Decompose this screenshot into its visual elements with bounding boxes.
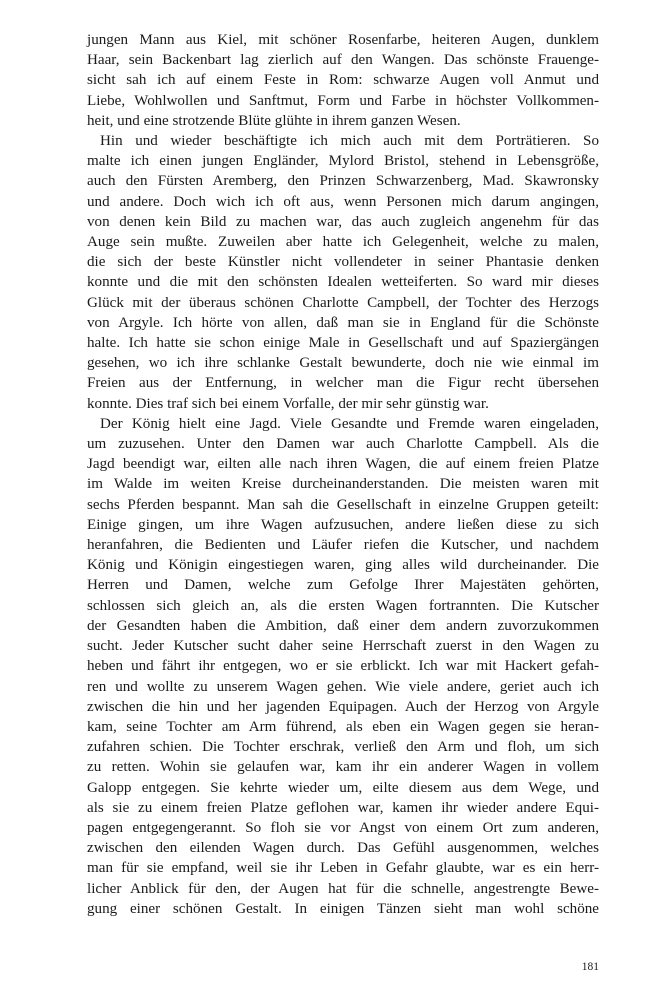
text-line: pagen entgegengerannt. So floh sie vor Angst von einem Ort zum anderen, xyxy=(87,819,599,836)
text-line: gesehen, wo ich ihre schlanke Gestalt bewunderte, doch nie wie einmal im xyxy=(87,355,599,372)
text-line: Hin und wieder beschäftigte ich mich auch mit dem Porträtieren. So xyxy=(100,133,599,150)
text-line: zufahren schien. Die Tochter erschrak, verließ den Arm und floh, um sich xyxy=(87,739,599,756)
text-line: gung einer schönen Gestalt. In einigen Tänzen sieht man wohl schöne xyxy=(87,900,599,917)
text-line: Einige gingen, um ihre Wagen aufzusuchen, andere ließen diese zu sich xyxy=(87,516,599,533)
text-line: und andere. Doch wich ich oft aus, wenn Personen mich darum angingen, xyxy=(87,193,599,210)
text-line: halte. Ich hatte sie schon einige Male in Gesellschaft und auf Spaziergängen xyxy=(87,335,599,352)
text-line: man für sie empfand, weil sie ihr Leben in Gefahr glaubte, war es ein herr- xyxy=(87,860,599,877)
page-number: 181 xyxy=(581,961,599,973)
text-line: zu retten. Wohin sie gelaufen war, kam ihr ein anderer Wagen in vollem xyxy=(87,759,599,776)
text-line: zwischen den eilenden Wagen durch. Das Gefühl ausgenommen, welches xyxy=(87,840,599,857)
text-line: Liebe, Wohlwollen und Sanftmut, Form und Farbe in höchster Vollkommen- xyxy=(87,92,599,109)
text-line: konnte. Dies traf sich bei einem Vorfalle, der mir sehr günstig war. xyxy=(87,395,489,412)
text-line: kam, seine Tochter am Arm führend, als eben ein Wagen gegen sie heran- xyxy=(87,718,599,735)
text-line: Galopp entgegen. Sie kehrte wieder um, eilte diesem aus dem Wege, und xyxy=(87,779,599,796)
text-line: zwischen die hin und her jagenden Equipagen. Auch der Herzog von Argyle xyxy=(87,698,599,715)
text-line: sicht sah ich auf einem Feste in Rom: schwarze Augen voll Anmut und xyxy=(87,72,599,89)
text-line: licher Anblick für den, der Augen hat für die schnelle, angestrengte Bewe- xyxy=(87,880,599,897)
text-line: sechs Pferden bespannt. Man sah die Gesellschaft in einzelne Gruppen geteilt: xyxy=(87,496,599,513)
text-line: schlossen sich gleich an, als die ersten Wagen fortrannten. Die Kutscher xyxy=(87,597,599,614)
text-line: der Gesandten haben die Ambition, daß einer dem andern zuvorzukommen xyxy=(87,617,599,634)
text-line: König und Königin eingestiegen waren, ging alles wild durcheinander. Die xyxy=(87,557,599,574)
text-line: jungen Mann aus Kiel, mit schöner Rosenfarbe, heiteren Augen, dunklem xyxy=(87,32,599,48)
text-line: heben und fährt ihr entgegen, wo er sie erblickt. Ich war mit Hackert gefah- xyxy=(87,658,599,675)
text-line: Glück mit der überaus schönen Charlotte Campbell, der Tochter des Herzogs xyxy=(87,294,599,311)
text-line: im Walde im weiten Kreise durcheinanderstanden. Die meisten waren mit xyxy=(87,476,599,493)
text-line: von Argyle. Ich hörte von allen, daß man sie in England für die Schönste xyxy=(87,314,599,331)
text-line: Jagd beendigt war, eilten alle nach ihren Wagen, die auf einem freien Platze xyxy=(87,456,599,473)
text-line: heranfahren, die Bedienten und Läufer riefen die Kutscher, und nachdem xyxy=(87,537,599,554)
text-line: Freien aus der Entfernung, in welcher man die Figur recht übersehen xyxy=(87,375,599,392)
text-line: malte ich einen jungen Engländer, Mylord Bristol, stehend in Lebensgröße, xyxy=(87,153,599,170)
text-line: sucht. Jeder Kutscher sucht daher seine Herrschaft zuerst in den Wagen zu xyxy=(87,638,599,655)
text-line: als sie zu einem freien Platze geflohen war, kamen ihr wieder andere Equi- xyxy=(87,799,599,816)
text-line: von denen kein Bild zu machen war, das auch zugleich angenehm für das xyxy=(87,213,599,230)
text-line: heit, und eine strotzende Blüte glühte in ihrem ganzen Wesen. xyxy=(87,112,461,129)
text-line: um zuzusehen. Unter den Damen war auch Charlotte Campbell. Als die xyxy=(87,436,599,453)
body-text xyxy=(87,30,599,919)
text-line: ren und wollte zu unserem Wagen gehen. Wie viele andere, geriet auch ich xyxy=(87,678,599,695)
text-line: Der König hielt eine Jagd. Viele Gesandte und Fremde waren eingeladen, xyxy=(100,415,599,432)
text-line: Auge sein mußte. Zuweilen aber hatte ich Gelegenheit, welche zu malen, xyxy=(87,234,599,251)
text-line: die sich der beste Künstler nicht vollendeter in seiner Phantasie denken xyxy=(87,254,599,271)
text-line: auch den Fürsten Aremberg, den Prinzen Schwarzenberg, Mad. Skawronsky xyxy=(87,173,599,190)
text-line: Haar, sein Backenbart lag zierlich auf den Wangen. Das schönste Frauenge- xyxy=(87,52,599,69)
text-line: konnte und die mit den schönsten Idealen wetteiferten. So ward mir dieses xyxy=(87,274,599,291)
text-line: Herren und Damen, welche zum Gefolge Ihrer Majestäten gehörten, xyxy=(87,577,599,594)
